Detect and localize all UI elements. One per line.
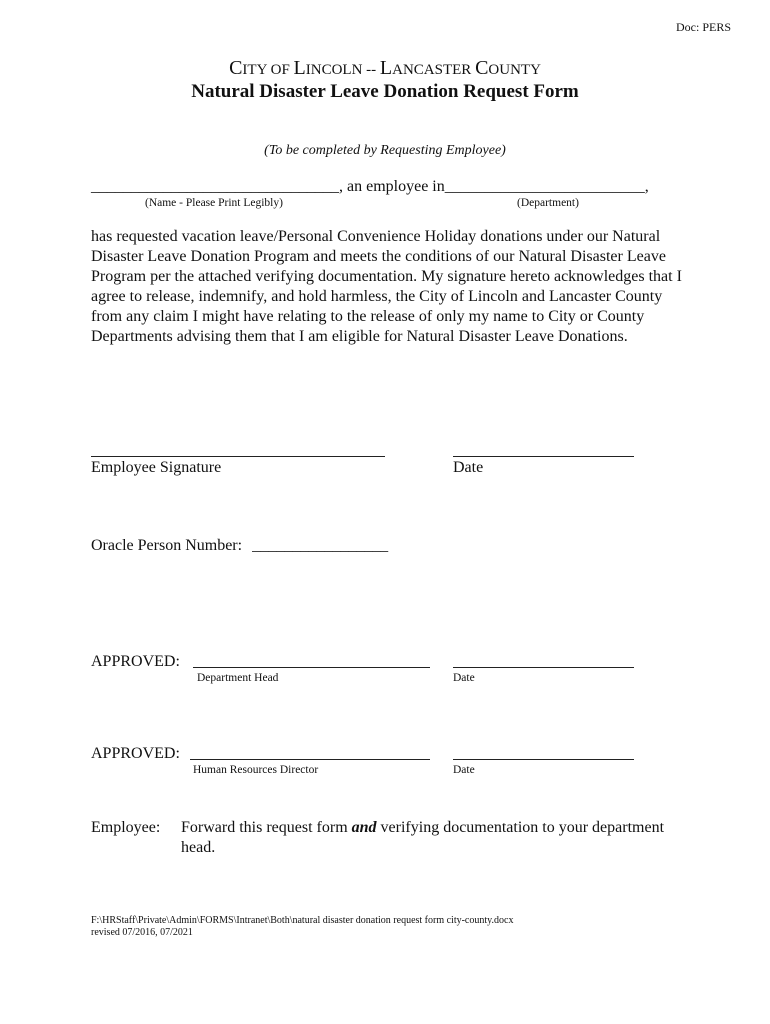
name-field-hint: (Name - Please Print Legibly) [145, 197, 283, 209]
employee-line-end: , [644, 178, 649, 195]
employee-note-label: Employee: [91, 819, 161, 836]
approval-label: APPROVED: [91, 745, 180, 762]
note-text: Forward this request form [181, 819, 352, 836]
employee-note-text [181, 819, 664, 837]
employee-line [91, 178, 649, 196]
title-part: OUNTY [488, 62, 541, 78]
employee-date-label: Date [453, 459, 484, 476]
form-title: Natural Disaster Leave Donation Request Form [191, 81, 579, 102]
city-county-title [0, 57, 770, 80]
hr-director-date-label: Date [453, 764, 475, 776]
employee-signature-line[interactable] [91, 456, 385, 457]
title-part: INCOLN -- [305, 62, 380, 78]
title-part: ANCASTER [392, 62, 476, 78]
oracle-number-field[interactable]: _________________ [252, 537, 389, 554]
title-part: ITY OF [242, 62, 294, 78]
employee-signature-label: Employee Signature [91, 459, 222, 476]
completion-instruction: (To be completed by Requesting Employee) [264, 143, 506, 158]
employee-note-text-line2: head. [181, 839, 216, 856]
employee-date-line[interactable] [453, 456, 634, 457]
hr-director-date-line[interactable] [453, 759, 634, 760]
department-head-date-label: Date [453, 672, 475, 684]
department-field-hint: (Department) [517, 197, 579, 209]
approval-label: APPROVED: [91, 653, 180, 670]
employee-line-text: , an employee in [339, 178, 445, 195]
department-head-signature-line[interactable] [193, 667, 430, 668]
department-field[interactable]: _________________________ [444, 178, 645, 195]
note-emphasis: and [351, 819, 377, 836]
title-part: L [379, 57, 393, 79]
file-path: F:\HRStaff\Private\Admin\FORMS\Intranet\Both\natural disaster donation request form city-county.docx [91, 915, 514, 926]
footer [91, 915, 513, 939]
department-head-label: Department Head [197, 672, 279, 684]
revision-date: revised 07/2016, 07/2021 [91, 927, 193, 938]
oracle-label: Oracle Person Number: [91, 537, 243, 554]
title-part: L [293, 57, 306, 79]
department-head-date-line[interactable] [453, 667, 634, 668]
hr-director-label: Human Resources Director [193, 764, 319, 776]
employee-name-field[interactable]: _______________________________ [91, 178, 339, 195]
title-part: C [229, 57, 243, 79]
title-part: C [475, 57, 489, 79]
note-text: verifying documentation to your department [376, 819, 665, 836]
hr-director-signature-line[interactable] [190, 759, 430, 760]
acknowledgement-paragraph: has requested vacation leave/Personal Convenience Holiday donations under our Natural Disaster Leave Donation Program and meets the conditions of our Natural Disaster Leave Program per the attached verifying documentation. My signature hereto acknowledges that I agree to release, indemnify, and hold harmless, the City of Lincoln and Lancaster County from any claim I might have relating to the release of only my name to City or County Departments advising them that I am eligible for Natural Disaster Leave Donations. [91, 228, 682, 345]
oracle-person-number [91, 537, 388, 555]
document-code: Doc: PERS [676, 20, 732, 34]
